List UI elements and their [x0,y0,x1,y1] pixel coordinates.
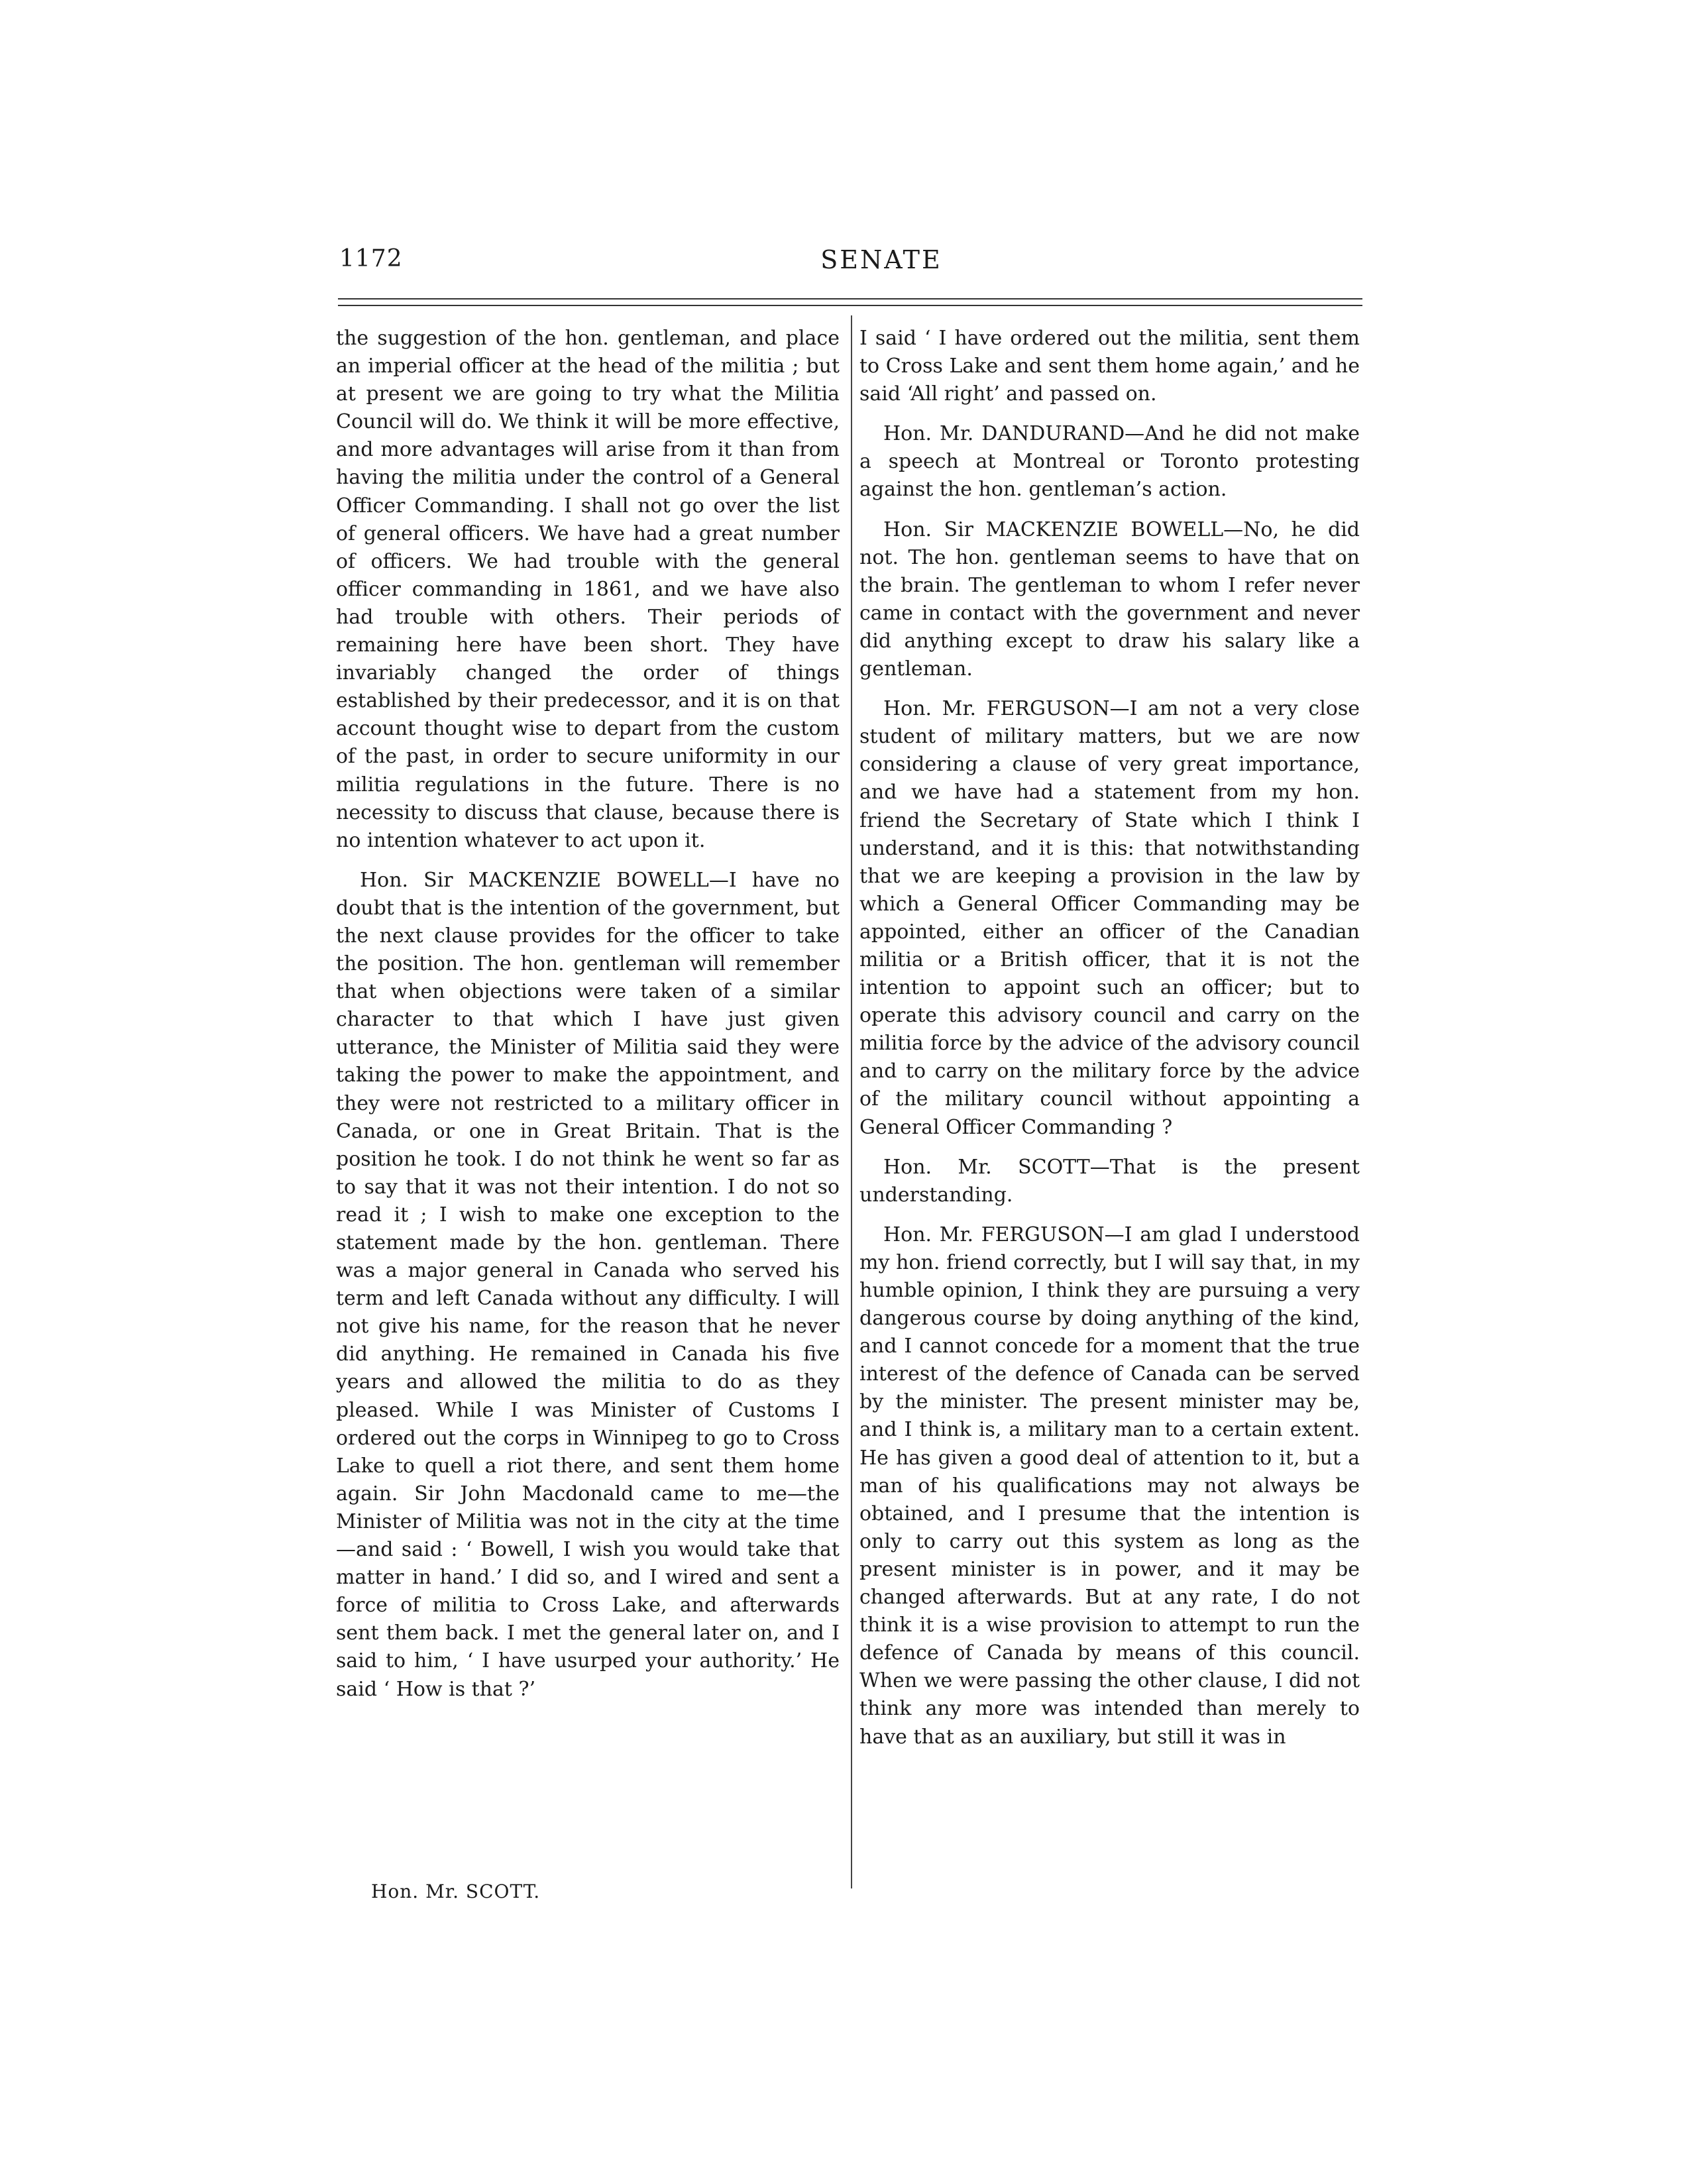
page-number: 1172 [339,245,403,272]
header-rule-bottom [338,305,1362,306]
paragraph: Hon. Sir MACKENZIE BOWELL—No, he did not. The hon. gentleman seems to have that on the brain. The gentleman to whom I refer never came in contact with the government and never did anything except to draw his salary like a gentleman. [859,518,1360,681]
paragraph: I said ‘ I have ordered out the militia, sent them to Cross Lake and sent them home again,’ and he said ‘All right’ and passed on. [859,327,1360,406]
header-rule-top [338,298,1362,300]
paragraph: Hon. Mr. SCOTT—That is the present understanding. [859,1155,1360,1207]
paragraph: the suggestion of the hon. gentleman, and place an imperial officer at the head of the militia ; but at present we are going to try what the Militia Council will do. We think it will be more effective, and more advantages will arise from it than from having the militia under the control of a General Officer Commanding. I shall not go over the list of general officers. We have had a great number of officers. We had trouble with the general officer commanding in 1861, and we have also had trouble with others. Their periods of remaining here have been short. They have invariably changed the order of things established by their predecessor, and it is on that account thought wise to depart from the custom of the past, in order to secure uniformity in our militia regulations in the future. There is no necessity to discuss that clause, because there is no intention whatever to act upon it. [336,327,840,852]
paragraph: Hon. Mr. FERGUSON—I am glad I understood my hon. friend correctly, but I will say that, in my humble opinion, I think they are pursuing a very dangerous course by doing anything of the kind, and I cannot concede for a moment that the true interest of the defence of Canada can be served by the minister. The present minister may be, and I think is, a military man to a certain extent. He has given a good deal of attention to it, but a man of his qualifications may not always be obtained, and I presume that the intention is only to carry out this system as long as the present minister is in power, and it may be changed afterwards. But at any rate, I do not think it is a wise provision to attempt to run the defence of Canada by means of this council. When we were passing the other clause, I did not think any more was intended than merely to have that as an auxiliary, but still it was in [859,1223,1360,1749]
paragraph: Hon. Mr. DANDURAND—And he did not make a speech at Montreal or Toronto protesting against the hon. gentleman’s action. [859,422,1360,502]
paragraph: Hon. Mr. FERGUSON—I am not a very close student of military matters, but we are now considering a clause of very great importance, and we have had a statement from my hon. friend the Secretary of State which I think I understand, and it is this: that notwithstanding that we are keeping a provision in the law by which a General Officer Commanding may be appointed, either an officer of the Canadian militia or a British officer, that it is not the intention to appoint such an officer; but to operate this advisory council and carry on the militia force by the advice of the advisory council and to carry on the military force by the advice of the military council without appointing a General Officer Commanding ? [859,697,1360,1139]
column-divider [851,315,852,1888]
paragraph: Hon. Sir MACKENZIE BOWELL—I have no doubt that is the intention of the government, but the next clause provides for the officer to take the position. The hon. gentleman will remember that when objections were taken of a similar character to that which I have just given utterance, the Minister of Militia said they were taking the power to make the appointment, and they were not restricted to a military officer in Canada, or one in Great Britain. That is the position he took. I do not think he went so far as to say that it was not their intention. I do not so read it ; I wish to make one exception to the statement made by the hon. gentleman. There was a major general in Canada who served his term and left Canada without any difficulty. I will not give his name, for the reason that he never did anything. He remained in Canada his five years and allowed the militia to do as they pleased. While I was Minister of Customs I ordered out the corps in Winnipeg to go to Cross Lake to quell a riot there, and sent them home again. Sir John Macdonald came to me—the Minister of Militia was not in the city at the time—and said : ‘ Bowell, I wish you would take that matter in hand.’ I did so, and I wired and sent a force of militia to Cross Lake, and afterwards sent them back. I met the general later on, and I said to him, ‘ I have usurped your authority.’ He said ‘ How is that ?’ [336,868,840,1701]
right-column [859,325,1360,1763]
footer-speaker-line: Hon. Mr. SCOTT. [371,1881,541,1902]
left-column [336,325,840,1716]
page-title: SENATE [820,245,942,274]
